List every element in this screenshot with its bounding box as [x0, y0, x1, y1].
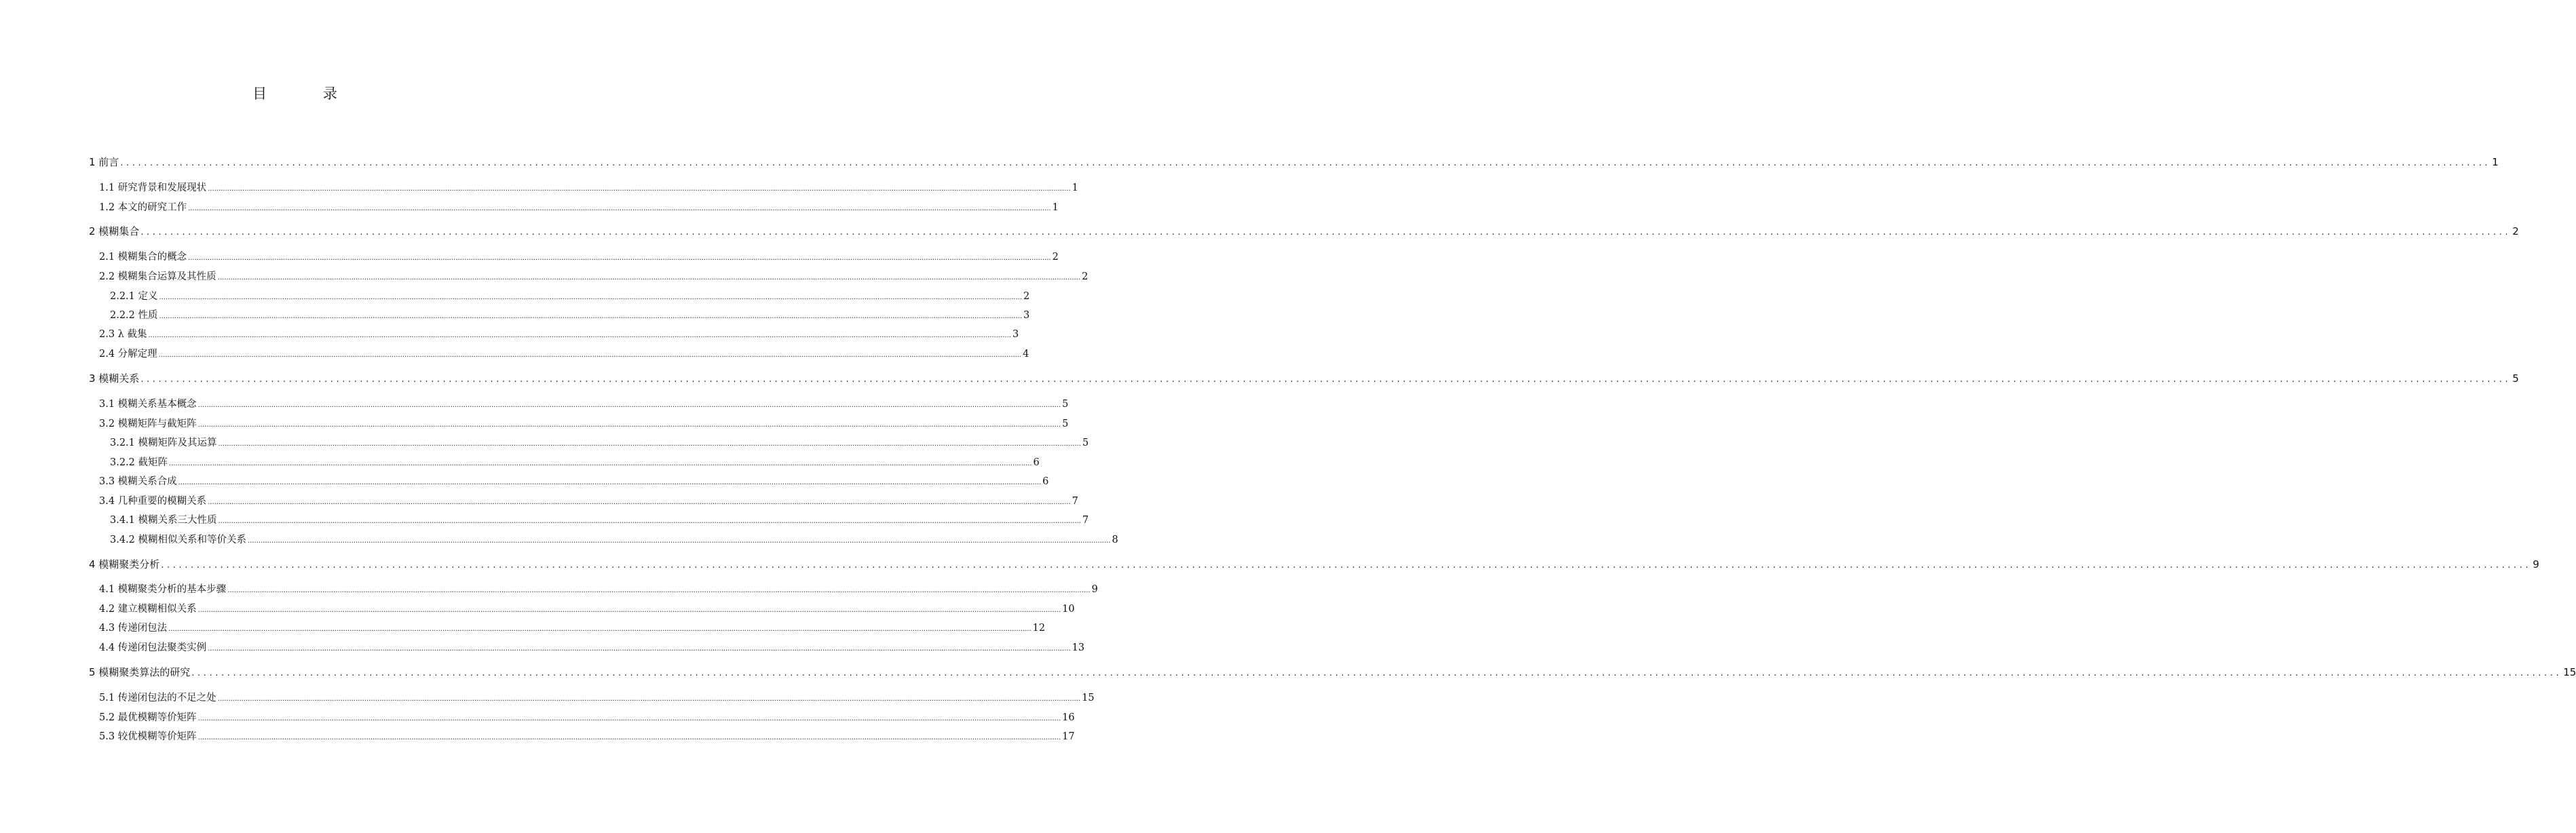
toc-entry-page: 2: [1082, 271, 1088, 282]
toc-entry-page: 5: [1062, 399, 1069, 410]
toc-entry-page: 10: [1062, 604, 1075, 615]
toc-entry-page: 3: [1023, 310, 1030, 321]
toc-entry-label: 3.4.2 模糊相似关系和等价关系: [110, 535, 247, 545]
toc-entry-page: 8: [1112, 535, 1118, 545]
toc-leader-dots: ................................................................................................................................................................................................................................................................................................................................................................................................................: [159, 313, 1022, 320]
toc-entry-label: 2.1 模糊集合的概念: [99, 252, 187, 263]
toc-entry-label: 2.2 模糊集合运算及其性质: [99, 271, 216, 282]
toc-entry-page: 7: [1082, 515, 1089, 526]
toc-entry[interactable]: [99, 180, 1078, 194]
toc-entry-page: 13: [1072, 642, 1085, 653]
toc-entry-page: 16: [1062, 712, 1075, 723]
toc-entry-label: 2 模糊集合: [89, 225, 140, 237]
toc-entry[interactable]: [99, 326, 1019, 341]
toc-entry[interactable]: [110, 454, 1040, 469]
toc-entry-label: 1 前言: [89, 156, 119, 168]
toc-entry[interactable]: [99, 473, 1049, 488]
toc-entry-page: 1: [1072, 182, 1078, 193]
toc-entry[interactable]: [99, 346, 1029, 360]
toc-entry-label: 1.1 研究背景和发展现状: [99, 182, 207, 193]
toc-leader-dots: ................................................................................................................................................................................................................................................................................................................................................................................................................: [188, 254, 1051, 262]
toc-entry-label: 2.2.1 定义: [110, 291, 158, 302]
toc-entry-label: 3.3 模糊关系合成: [99, 476, 177, 487]
toc-leader-dots: ................................................................................................................................................................................................................................................................................................................................................................................................................: [140, 374, 2512, 385]
toc-leader-dots: ................................................................................................................................................................................................................................................................................................................................................................................................................: [169, 460, 1032, 467]
toc-entry[interactable]: [89, 155, 2499, 169]
toc-entry-label: 4.1 模糊聚类分析的基本步骤: [99, 584, 227, 595]
toc-entry[interactable]: [89, 665, 2576, 679]
toc-entry[interactable]: [89, 224, 2519, 238]
toc-entry-page: 5: [1062, 419, 1069, 429]
toc-entry-label: 4.2 建立模糊相似关系: [99, 604, 197, 615]
toc-entry-page: 9: [1091, 584, 1098, 595]
toc-leader-dots: ................................................................................................................................................................................................................................................................................................................................................................................................................: [208, 499, 1071, 506]
toc-entry-label: 3.2 模糊矩阵与截矩阵: [99, 419, 197, 429]
toc-entry-page: 6: [1042, 476, 1049, 487]
toc-leader-dots: ................................................................................................................................................................................................................................................................................................................................................................................................................: [188, 205, 1051, 212]
toc-entry[interactable]: [99, 249, 1059, 263]
toc-leader-dots: ................................................................................................................................................................................................................................................................................................................................................................................................................: [178, 479, 1042, 486]
toc-entry-page: 6: [1033, 457, 1040, 468]
toc-entry-page: 5: [2512, 372, 2519, 385]
toc-entry[interactable]: [99, 690, 1095, 704]
toc-entry-page: 1: [1052, 202, 1059, 213]
toc-entry-page: 9: [2533, 558, 2539, 570]
toc-entry-page: 3: [1012, 329, 1019, 340]
toc-entry[interactable]: [110, 435, 1089, 449]
toc-entry[interactable]: [99, 729, 1075, 743]
toc-entry-page: 15: [2563, 666, 2576, 678]
toc-leader-dots: ................................................................................................................................................................................................................................................................................................................................................................................................................: [140, 227, 2512, 237]
toc-entry-label: 3.2.2 截矩阵: [110, 457, 168, 468]
toc-entry[interactable]: [99, 269, 1088, 283]
toc-entry[interactable]: [99, 581, 1098, 596]
toc-entry-page: 1: [2492, 156, 2499, 168]
toc-entry-label: 2.2.2 性质: [110, 310, 158, 321]
toc-entry[interactable]: [110, 288, 1030, 303]
toc-leader-dots: ................................................................................................................................................................................................................................................................................................................................................................................................................: [197, 606, 1061, 614]
toc-entry-label: 5 模糊聚类算法的研究: [89, 666, 191, 678]
toc-entry[interactable]: [99, 710, 1075, 724]
page-title: 目 录: [252, 85, 363, 102]
toc-leader-dots: ................................................................................................................................................................................................................................................................................................................................................................................................................: [227, 587, 1091, 594]
toc-entry[interactable]: [99, 640, 1085, 654]
toc-leader-dots: ................................................................................................................................................................................................................................................................................................................................................................................................................: [248, 537, 1111, 545]
toc-entry-label: 3.1 模糊关系基本概念: [99, 399, 197, 410]
toc-entry[interactable]: [99, 396, 1069, 410]
toc-entry-label: 4.3 传递闭包法: [99, 623, 168, 634]
toc-entry-page: 5: [1082, 438, 1089, 448]
toc-leader-dots: ................................................................................................................................................................................................................................................................................................................................................................................................................: [208, 185, 1071, 193]
toc-leader-dots: ................................................................................................................................................................................................................................................................................................................................................................................................................: [158, 351, 1022, 359]
toc-leader-dots: ................................................................................................................................................................................................................................................................................................................................................................................................................: [197, 402, 1061, 409]
toc-entry[interactable]: [99, 416, 1069, 430]
toc-entry-label: 2.4 分解定理: [99, 349, 157, 360]
toc-leader-dots: ................................................................................................................................................................................................................................................................................................................................................................................................................: [191, 668, 2562, 678]
toc-leader-dots: ................................................................................................................................................................................................................................................................................................................................................................................................................: [197, 421, 1061, 429]
toc-entry-label: 3.4 几种重要的模糊关系: [99, 496, 207, 507]
toc-entry-page: 7: [1072, 496, 1078, 507]
toc-leader-dots: ................................................................................................................................................................................................................................................................................................................................................................................................................: [218, 440, 1081, 448]
toc-entry[interactable]: [110, 532, 1118, 546]
toc-leader-dots: ................................................................................................................................................................................................................................................................................................................................................................................................................: [148, 332, 1011, 339]
toc-entry[interactable]: [99, 493, 1078, 507]
toc-entry[interactable]: [89, 371, 2519, 385]
toc-entry-page: 12: [1032, 623, 1046, 634]
toc-leader-dots: ................................................................................................................................................................................................................................................................................................................................................................................................................: [120, 158, 2491, 168]
toc-leader-dots: ................................................................................................................................................................................................................................................................................................................................................................................................................: [197, 734, 1061, 741]
toc-entry-label: 4 模糊聚类分析: [89, 558, 160, 570]
toc-entry-page: 15: [1082, 693, 1095, 703]
toc-entry-label: 5.3 较优模糊等价矩阵: [99, 731, 197, 742]
toc-leader-dots: ................................................................................................................................................................................................................................................................................................................................................................................................................: [208, 645, 1071, 653]
toc-entry-label: 5.1 传递闭包法的不足之处: [99, 693, 216, 703]
toc-leader-dots: ................................................................................................................................................................................................................................................................................................................................................................................................................: [161, 560, 2532, 570]
toc-entry[interactable]: [110, 512, 1089, 526]
toc-entry-label: 2.3 λ 截集: [99, 329, 147, 340]
toc-leader-dots: ................................................................................................................................................................................................................................................................................................................................................................................................................: [217, 695, 1081, 703]
toc-entry-page: 17: [1062, 731, 1075, 742]
toc-entry-label: 3.2.1 模糊矩阵及其运算: [110, 438, 217, 448]
toc-entry-page: 4: [1023, 349, 1029, 360]
toc-entry-page: 2: [1052, 252, 1059, 263]
toc-entry-label: 3.4.1 模糊关系三大性质: [110, 515, 217, 526]
toc-leader-dots: ................................................................................................................................................................................................................................................................................................................................................................................................................: [159, 294, 1022, 301]
toc-leader-dots: ................................................................................................................................................................................................................................................................................................................................................................................................................: [218, 518, 1081, 525]
toc-entry[interactable]: [99, 620, 1046, 634]
toc-entry[interactable]: [99, 199, 1059, 214]
toc-entry-page: 2: [2512, 225, 2519, 237]
toc-entry[interactable]: [89, 557, 2539, 571]
toc-entry-label: 1.2 本文的研究工作: [99, 202, 187, 213]
toc-entry-label: 4.4 传递闭包法聚类实例: [99, 642, 207, 653]
toc-leader-dots: ................................................................................................................................................................................................................................................................................................................................................................................................................: [217, 274, 1081, 282]
toc-entry-label: 5.2 最优模糊等价矩阵: [99, 712, 197, 723]
toc-entry-page: 2: [1023, 291, 1030, 302]
toc-entry-label: 3 模糊关系: [89, 372, 140, 385]
toc-leader-dots: ................................................................................................................................................................................................................................................................................................................................................................................................................: [197, 715, 1061, 722]
toc-entry[interactable]: [99, 601, 1075, 615]
toc-entry[interactable]: [110, 307, 1030, 322]
toc-leader-dots: ................................................................................................................................................................................................................................................................................................................................................................................................................: [168, 625, 1031, 633]
